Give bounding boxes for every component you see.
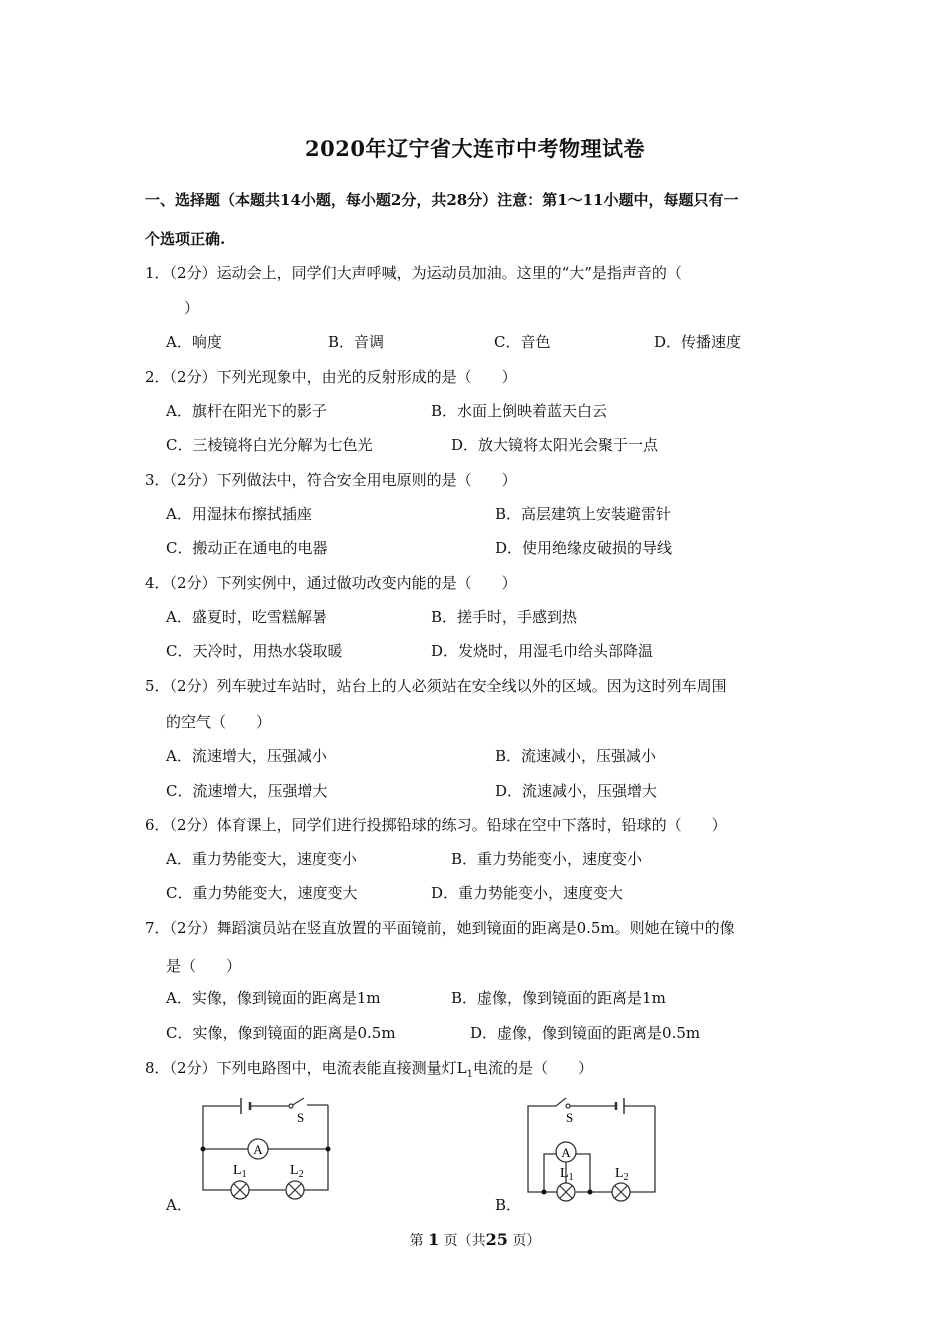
question-5-option-b: B．流速减小，压强减小 — [495, 747, 657, 765]
question-3-option-d: D．使用绝缘皮破损的导线 — [495, 539, 673, 557]
question-4-option-b: B．搓手时，手感到热 — [431, 608, 578, 626]
question-4-stem: 4．（2分）下列实例中，通过做功改变内能的是（ ） — [145, 574, 517, 592]
question-7-option-c: C．实像，像到镜面的距离是0.5m — [166, 1024, 396, 1042]
question-2-stem: 2．（2分）下列光现象中，由光的反射形成的是（ ） — [145, 368, 517, 386]
question-4-option-d: D．发烧时，用湿毛巾给头部降温 — [431, 642, 654, 660]
question-1-option-d: D．传播速度 — [654, 333, 742, 351]
question-3-stem: 3．（2分）下列做法中，符合安全用电原则的是（ ） — [145, 471, 517, 489]
question-4-option-c: C．天冷时，用热水袋取暖 — [166, 642, 343, 660]
lamp-l2-label: $L_2$ — [615, 1166, 629, 1183]
question-5-option-c: C．流速增大，压强增大 — [166, 782, 328, 800]
question-1-stem-cont: ） — [184, 299, 200, 317]
switch-icon — [556, 1098, 570, 1108]
question-5-stem: 5．（2分）列车驶过车站时，站台上的人必须站在安全线以外的区域。因为这时列车周围 — [145, 677, 727, 695]
lamp-l1-icon — [557, 1183, 575, 1201]
ammeter-icon — [556, 1142, 576, 1162]
junction-dot — [201, 1147, 206, 1152]
lamp-l1-icon — [231, 1181, 249, 1199]
question-8-option-b: B． — [495, 1196, 522, 1214]
question-8-stem: 8．（2分）下列电路图中，电流表能直接测量灯$L_1$电流的是（ ） — [145, 1059, 593, 1080]
question-2-option-b: B．水面上倒映着蓝天白云 — [431, 402, 608, 420]
question-5-option-d: D．流速减小，压强增大 — [495, 782, 658, 800]
question-7-option-a: A．实像，像到镜面的距离是1m — [166, 989, 381, 1007]
question-6-option-a: A．重力势能变大，速度变小 — [166, 850, 357, 868]
ammeter-label: A — [561, 1145, 571, 1160]
question-6-option-b: B．重力势能变小，速度变小 — [451, 850, 643, 868]
question-3-option-a: A．用湿抹布擦拭插座 — [166, 505, 312, 523]
battery-icon — [616, 1098, 624, 1114]
question-1-stem: 1．（2分）运动会上，同学们大声呼喊，为运动员加油。这里的“大”是指声音的（ — [145, 264, 682, 282]
lamp-l2-label: $L_2$ — [290, 1163, 304, 1180]
question-8-option-a: A． — [166, 1196, 192, 1214]
question-1-option-b: B．音调 — [328, 333, 385, 351]
question-4-option-a: A．盛夏时，吃雪糕解暑 — [166, 608, 327, 626]
question-7-stem: 7．（2分）舞蹈演员站在竖直放置的平面镜前，她到镜面的距离是0.5m。则她在镜中的像 — [145, 919, 735, 937]
question-7-option-d: D．虚像，像到镜面的距离是0.5m — [470, 1024, 701, 1042]
junction-dot — [326, 1147, 331, 1152]
junction-dot — [542, 1190, 547, 1195]
question-2-option-a: A．旗杆在阳光下的影子 — [166, 402, 327, 420]
question-3-option-b: B．高层建筑上安装避雷针 — [495, 505, 672, 523]
section-heading-line2: 个选项正确. — [145, 230, 226, 248]
question-2-option-c: C．三棱镜将白光分解为七色光 — [166, 436, 373, 454]
junction-dot — [588, 1190, 593, 1195]
circuit-diagram-b — [518, 1092, 663, 1207]
page-number: 1 — [428, 1230, 440, 1249]
lamp-l1-label: $L_1$ — [233, 1163, 247, 1180]
switch-icon — [289, 1098, 304, 1108]
question-3-option-c: C．搬动正在通电的电器 — [166, 539, 328, 557]
section-heading-line1: 一、选择题（本题共14小题，每小题2分，共28分）注意：第1～11小题中，每题只有一 — [145, 191, 739, 209]
question-1-option-c: C．音色 — [494, 333, 551, 351]
page-footer: 第 1 页（共25 页） — [409, 1230, 541, 1249]
switch-label: S — [297, 1110, 305, 1125]
question-7-option-b: B．虚像，像到镜面的距离是1m — [451, 989, 666, 1007]
question-1-option-a: A．响度 — [166, 333, 222, 351]
page-title: 2020年辽宁省大连市中考物理试卷 — [305, 136, 645, 161]
question-2-option-d: D．放大镜将太阳光会聚于一点 — [451, 436, 659, 454]
switch-label: S — [566, 1110, 574, 1125]
question-6-option-d: D．重力势能变小，速度变大 — [431, 884, 624, 902]
ammeter-label: A — [253, 1142, 263, 1157]
question-5-option-a: A．流速增大，压强减小 — [166, 747, 327, 765]
circuit-diagram-a — [195, 1092, 340, 1207]
lamp-l2-icon — [286, 1181, 304, 1199]
question-6-option-c: C．重力势能变大，速度变大 — [166, 884, 358, 902]
ammeter-icon — [248, 1139, 268, 1159]
lamp-l1-label: $L_1$ — [560, 1166, 574, 1183]
question-7-stem-cont: 是（ ） — [166, 957, 242, 975]
question-5-stem-cont: 的空气（ ） — [166, 713, 272, 731]
total-pages: 25 — [485, 1230, 508, 1249]
battery-icon — [241, 1098, 250, 1114]
question-6-stem: 6．（2分）体育课上，同学们进行投掷铅球的练习。铅球在空中下落时，铅球的（ ） — [145, 816, 727, 834]
lamp-l2-icon — [612, 1183, 630, 1201]
